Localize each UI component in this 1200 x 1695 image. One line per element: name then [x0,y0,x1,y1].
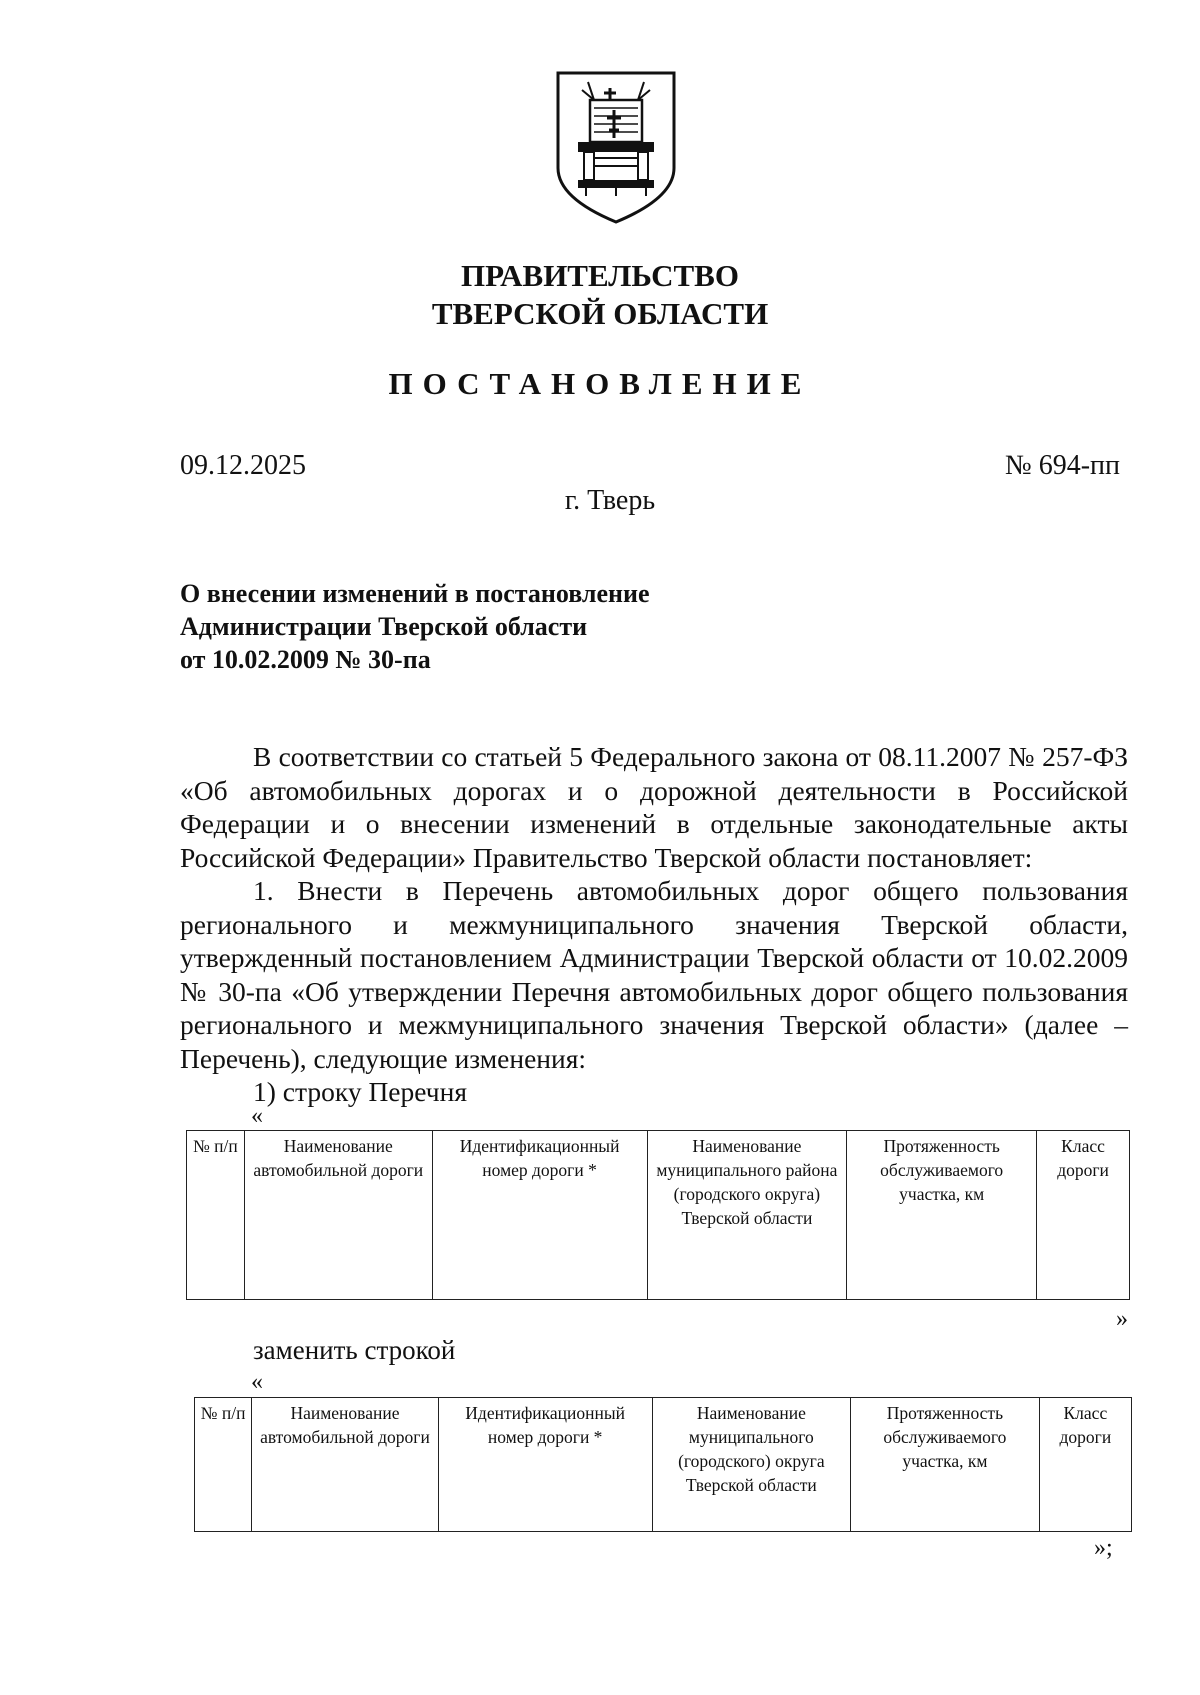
org-name-line1: ПРАВИТЕЛЬСТВО [461,258,739,293]
header-cell-district: Наименование муниципального района (городского округа) Тверской области [647,1131,847,1300]
replace-instruction: заменить строкой [253,1335,456,1365]
table-new-row [194,1397,1132,1532]
header-cell-length: Протяженность обслуживаемого участка, км [847,1131,1037,1300]
body-paragraph-item1: 1. Внести в Перечень автомобильных дорог общего пользования регионального и межмуниципального значения Тверской области, утвержденный постановлением Администрации Тверской области от 10.02.2009 № 30-па «Об утверждении Перечня автомобильных дорог общего пользования регионального и межмуниципального значения Тверской области» (далее – Перечень), следующие изменения: [180,875,1128,1074]
body-paragraph-preamble: В соответствии со статьей 5 Федерального закона от 08.11.2007 № 257-ФЗ «Об автомобильных дорогах и о дорожной деятельности в Российской Федерации и о внесении изменений в отдельные законодательные акты Российской Федерации» Правительство Тверской области постановляет: [180,741,1128,873]
document-type-title: ПОСТАНОВЛЕНИЕ [388,366,812,401]
document-body [180,740,1128,1109]
document-date: 09.12.2025 [180,450,306,481]
body-subitem-1: 1) строку Перечня [253,1076,467,1107]
table-row [187,1131,1130,1300]
table-old-row [186,1130,1130,1300]
header-cell-road-id: Идентификационный номер дороги * [432,1131,647,1300]
quote-open-2: « [251,1369,263,1395]
document-subject [180,577,880,676]
header-cell-number: № п/п [187,1131,245,1300]
org-name-line2: ТВЕРСКОЙ ОБЛАСТИ [431,296,769,331]
subject-line1: О внесении изменений в постановление [180,579,650,608]
emblem-drawing [554,70,678,226]
subject-line2: Администрации Тверской области [180,612,588,641]
header-cell-road-id: Идентификационный номер дороги * [438,1398,652,1532]
table-row [195,1398,1132,1532]
header-cell-road-name: Наименование автомобильной дороги [252,1398,438,1532]
subject-line3: от 10.02.2009 № 30-па [180,645,431,674]
header-cell-class: Класс дороги [1039,1398,1131,1532]
document-number: № 694-пп [1004,450,1120,481]
document-city: г. Тверь [564,485,656,516]
header-cell-number: № п/п [195,1398,252,1532]
quote-close-1: » [1116,1306,1128,1332]
quote-close-2: »; [1094,1535,1113,1561]
header-cell-class: Класс дороги [1037,1131,1130,1300]
header-cell-road-name: Наименование автомобильной дороги [244,1131,432,1300]
coat-of-arms-emblem [554,70,678,226]
quote-open-1: « [251,1103,263,1129]
header-cell-length: Протяженность обслуживаемого участка, км [851,1398,1040,1532]
header-cell-district: Наименование муниципального (городского) округа Тверской области [652,1398,850,1532]
